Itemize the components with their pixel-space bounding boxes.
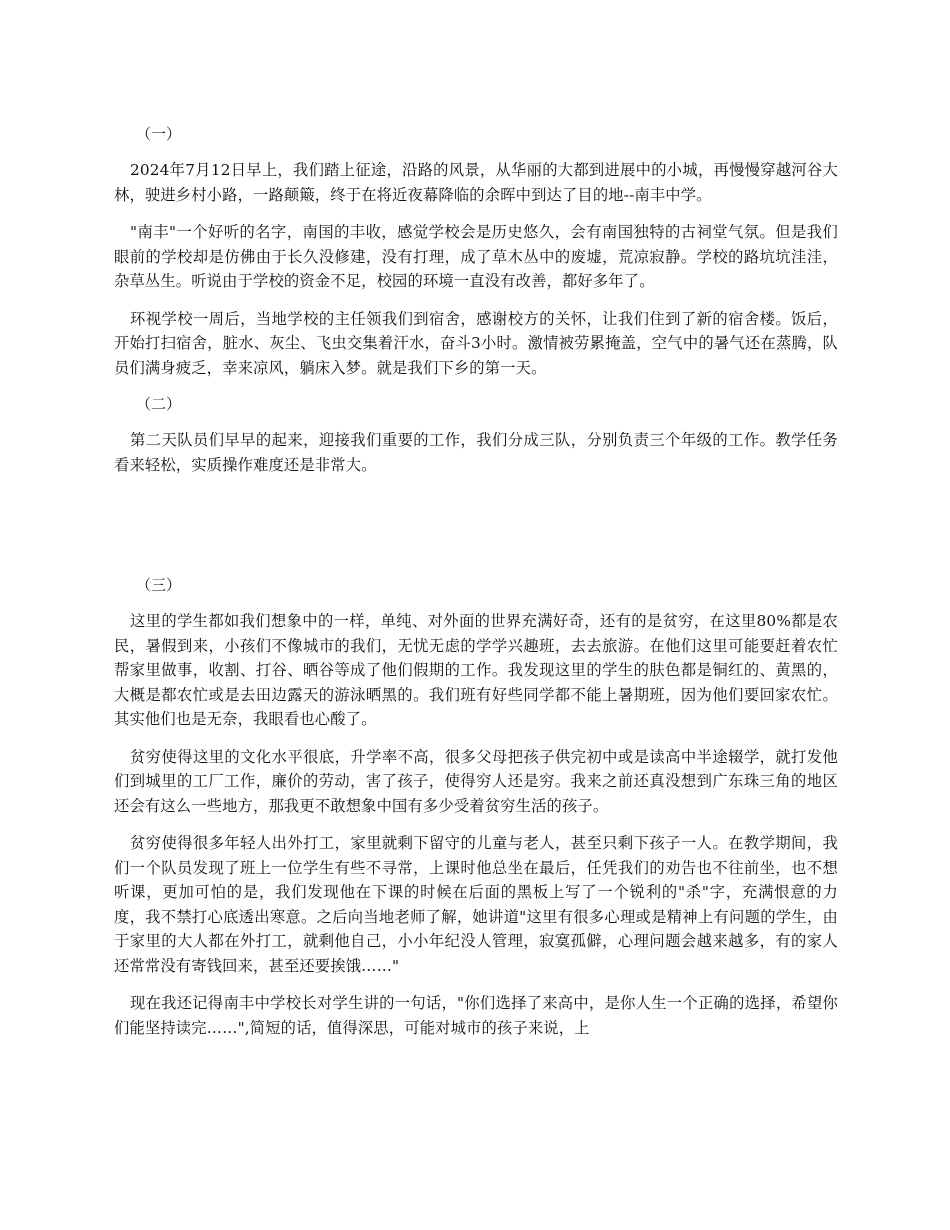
paragraph: 2024年7月12日早上，我们踏上征途，沿路的风景，从华丽的大都到进展中的小城，再慢慢穿越河谷大林，驶进乡村小路，一路颠簸，终于在将近夜幕降临的余晖中到达了目的地--南丰中学。 (114, 161, 838, 204)
paragraph: 贫穷使得这里的文化水平很底，升学率不高，很多父母把孩子供完初中或是读高中半途辍学，就打发他们到城里的工厂工作，廉价的劳动，害了孩子，使得穷人还是穷。我来之前还真没想到广东珠三角的地区还会有这么一些地方，那我更不敢想象中国有多少受着贫穷生活的孩子。 (114, 747, 838, 815)
paragraph: 第二天队员们早早的起来，迎接我们重要的工作，我们分成三队，分别负责三个年级的工作。教学任务看来轻松，实质操作难度还是非常大。 (114, 431, 838, 474)
paragraph: "南丰"一个好听的名字，南国的丰收，感觉学校会是历史悠久，会有南国独特的古祠堂气氛。但是我们眼前的学校却是仿佛由于长久没修建，没有打理，成了草木丛中的废墟，荒凉寂静。学校的路坑坑洼洼，杂草丛生。听说由于学校的资金不足，校园的环境一直没有改善，都好多年了。 (114, 223, 838, 290)
paragraph: 现在我还记得南丰中学校长对学生讲的一句话，"你们选择了来高中，是你人生一个正确的选择，希望你们能坚持读完……",简短的话，值得深思，可能对城市的孩子来说，上 (114, 994, 838, 1037)
document-page (114, 122, 838, 1040)
paragraph: 这里的学生都如我们想象中的一样，单纯、对外面的世界充满好奇，还有的是贫穷，在这里80%都是农民，暑假到来，小孩们不像城市的我们，无忧无虑的学学兴趣班，去去旅游。在他们这里可能要赶着农忙帮家里做事，收割、打谷、晒谷等成了他们假期的工作。我发现这里的学生的肤色都是铜红的、黄黑的，大概是都农忙或是去田边露天的游泳晒黑的。我们班有好些同学都不能上暑期班，因为他们要回家农忙。其实他们也是无奈，我眼看也心酸了。 (114, 612, 838, 728)
section-heading-3: （三） (136, 576, 182, 594)
paragraph: 贫穷使得很多年轻人出外打工，家里就剩下留守的儿童与老人，甚至只剩下孩子一人。在教学期间，我们一个队员发现了班上一位学生有些不寻常，上课时他总坐在最后，任凭我们的劝告也不往前坐，也不想听课，更加可怕的是，我们发现他在下课的时候在后面的黑板上写了一个锐利的"杀"字，充满恨意的力度，我不禁打心底透出寒意。之后向当地老师了解，她讲道"这里有很多心理或是精神上有问题的学生，由于家里的大人都在外打工，就剩他自己，小小年纪没人管理，寂寞孤僻，心理问题会越来越多，有的家人还常常没有寄钱回来，甚至还要挨饿……" (114, 834, 838, 975)
paragraph: 环视学校一周后，当地学校的主任领我们到宿舍，感谢校方的关怀，让我们住到了新的宿舍楼。饭后，开始打扫宿舍，脏水、灰尘、飞虫交集着汗水，奋斗3小时。激情被劳累掩盖，空气中的暑气还在蒸腾，队员们满身疲乏，幸来凉风，躺床入梦。就是我们下乡的第一天。 (114, 309, 838, 377)
section-heading-2: （二） (136, 395, 182, 413)
section-heading-1: （一） (136, 125, 182, 143)
